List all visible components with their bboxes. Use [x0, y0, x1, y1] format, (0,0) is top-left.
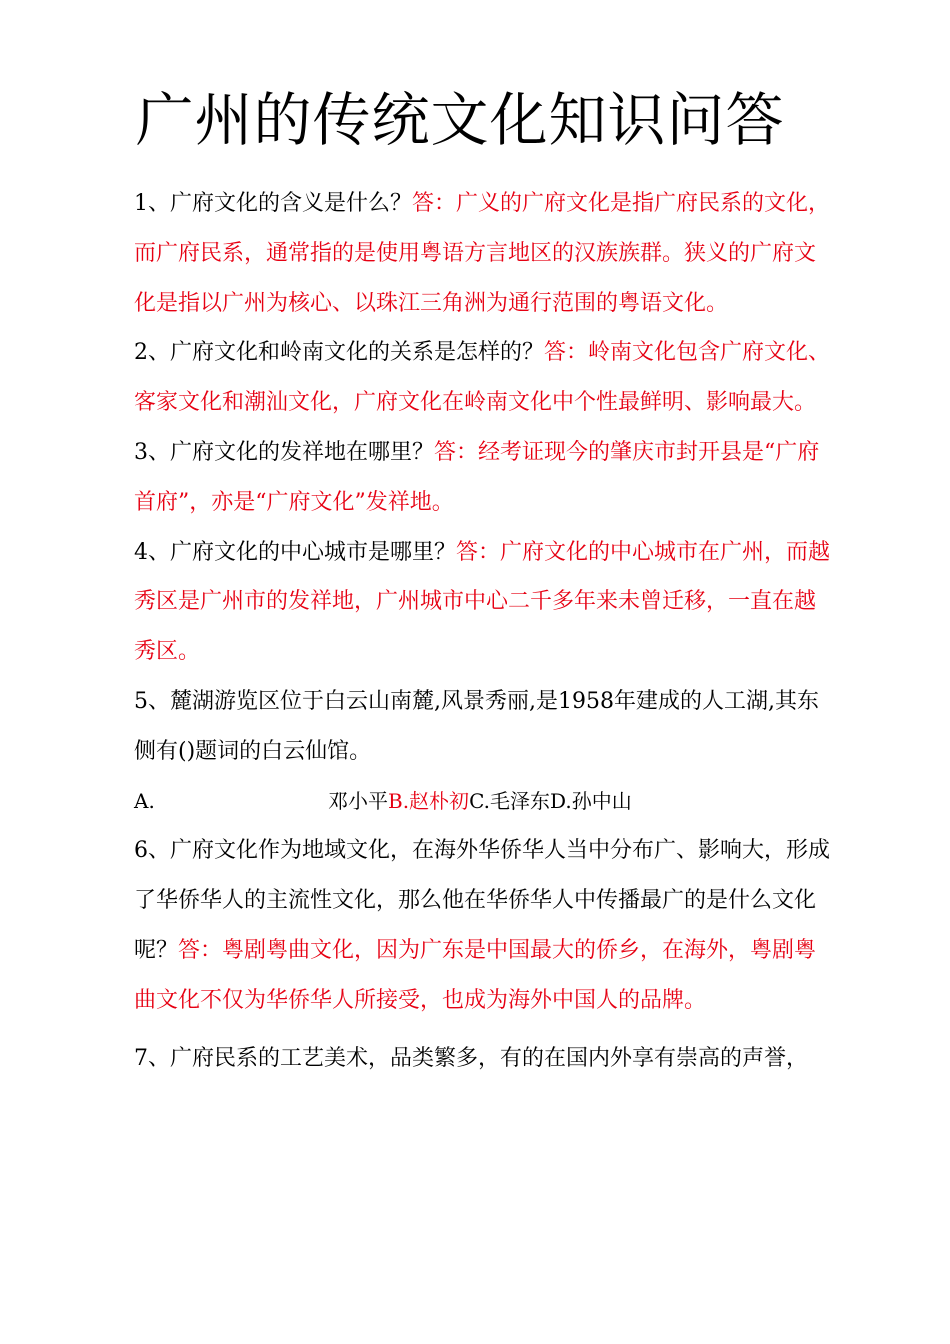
question-text: 1、广府文化的含义是什么？	[134, 191, 412, 216]
question-2	[134, 328, 834, 428]
page-title: 广州的传统文化知识问答	[135, 86, 785, 154]
question-5-options	[134, 777, 834, 827]
option-a-letter: A.	[134, 788, 155, 813]
answer-text: 答：粤剧粤曲文化，因为广东是中国最大的侨乡，在海外，粤剧粤曲文化不仅为华侨华人所接受，也成为海外中国人的品牌。	[134, 937, 817, 1013]
question-text: 5、麓湖游览区位于白云山南麓,风景秀丽,是1958年建成的人工湖,其东侧有()题词的白云仙馆。	[134, 688, 819, 764]
qa-body	[134, 179, 834, 1083]
question-text: 3、广府文化的发祥地在哪里？	[134, 439, 434, 465]
question-5	[134, 677, 834, 777]
question-7	[134, 1034, 834, 1084]
spacer	[134, 1026, 834, 1034]
question-text: 2、广府文化和岭南文化的关系是怎样的？	[134, 340, 544, 366]
question-text: 4、广府文化的中心城市是哪里？	[134, 539, 456, 565]
question-text: 7、广府民系的工艺美术，品类繁多，有的在国内外享有崇高的声誉，	[134, 1045, 808, 1071]
option-c: C.毛泽东	[469, 788, 551, 813]
answer-text: 答：岭南文化包含广府文化、客家文化和潮汕文化，广府文化在岭南文化中个性最鲜明、影响最大。	[134, 340, 831, 416]
option-a-text: 邓小平	[328, 788, 388, 813]
question-6	[134, 826, 834, 1025]
option-b-answer: B.赵朴初	[388, 788, 470, 813]
answer-text: 答：广府文化的中心城市在广州，而越秀区是广州市的发祥地，广州城市中心二千多年来未曾迁移，一直在越秀区。	[134, 539, 831, 665]
option-d: D.孙中山	[550, 788, 632, 813]
answer-text: 答：经考证现今的肇庆市封开县是“广府首府”，亦是“广府文化”发祥地。	[134, 439, 820, 515]
question-text: 6、广府文化作为地域文化，在海外华侨华人当中分布广、影响大，形成了华侨华人的主流性文化，那么他在华侨华人中传播最广的是什么文化呢？	[134, 838, 830, 963]
question-4	[134, 528, 834, 677]
question-3	[134, 428, 834, 528]
question-1	[134, 179, 834, 328]
answer-text: 答：广义的广府文化是指广府民系的文化，而广府民系，通常指的是使用粤语方言地区的汉族族群。狭义的广府文化是指以广州为核心、以珠江三角洲为通行范围的粤语文化。	[134, 191, 831, 316]
option-list	[328, 777, 632, 827]
